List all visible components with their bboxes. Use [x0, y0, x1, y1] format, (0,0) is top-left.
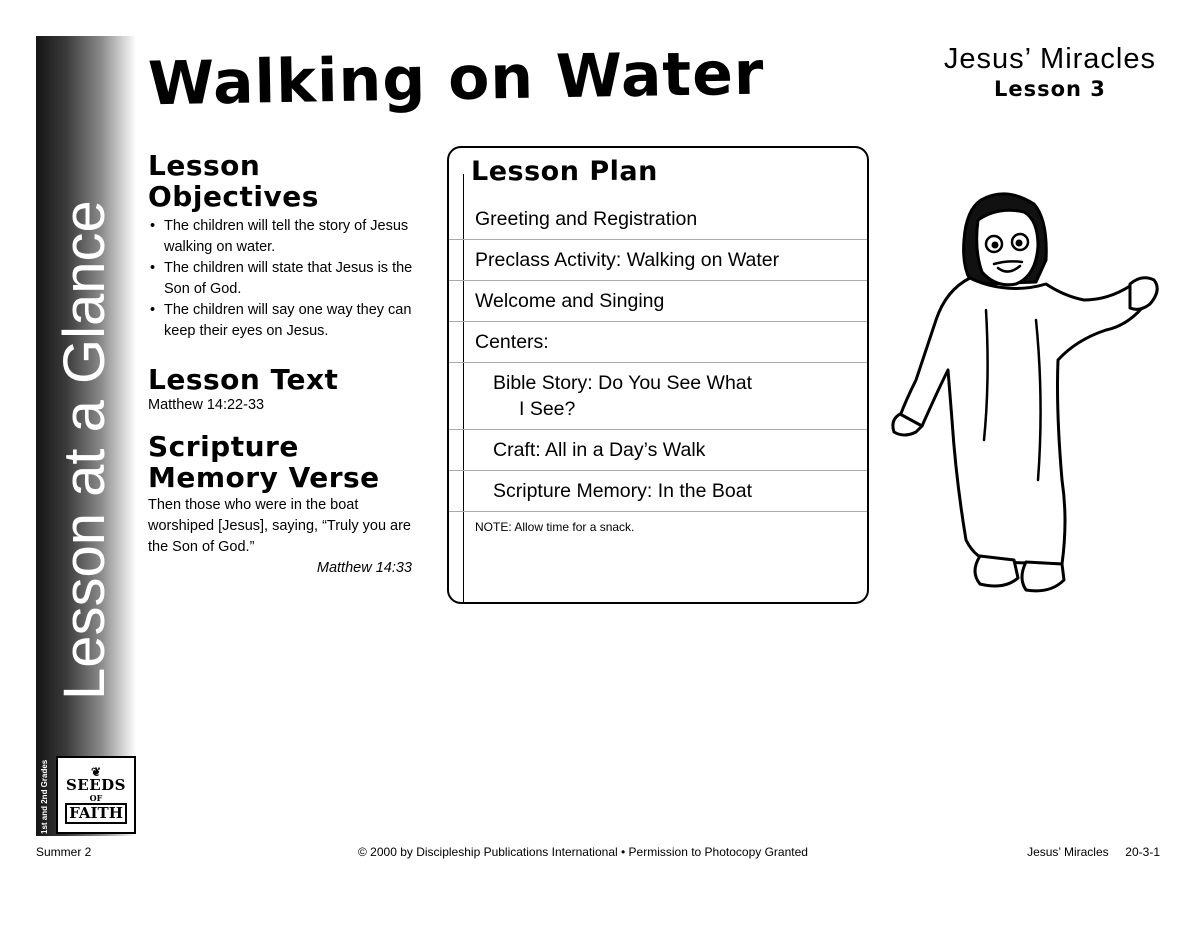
objectives-heading-line2: Objectives	[148, 180, 319, 213]
list-item: • The children will say one way they can keep their eyes on Jesus.	[148, 300, 428, 342]
jesus-illustration	[886, 180, 1166, 600]
list-item: • The children will state that Jesus is the Son of God.	[148, 258, 428, 300]
series-title: Jesus’ Miracles	[943, 43, 1156, 75]
plan-row-preclass: Preclass Activity: Walking on Water	[449, 239, 867, 280]
footer-copyright: © 2000 by Discipleship Publications International • Permission to Photocopy Granted	[358, 845, 808, 859]
lesson-plan-heading: Lesson Plan	[471, 156, 658, 187]
grade-label: 1st and 2nd Grades	[40, 759, 49, 834]
plan-row-welcome: Welcome and Singing	[449, 280, 867, 321]
logo-of-text: OF	[89, 793, 103, 803]
lesson-text-reference: Matthew 14:22-33	[148, 397, 265, 413]
objectives-list	[148, 216, 428, 342]
objectives-heading-line1: Lesson	[148, 149, 261, 182]
lesson-plan-box	[447, 146, 869, 604]
list-item: • The children will tell the story of Jesus walking on water.	[148, 216, 428, 258]
footer-right: Jesus’ Miracles 20-3-1	[1027, 845, 1160, 859]
side-title: Lesson at a Glance	[52, 200, 117, 700]
logo-seeds-text: SEEDS	[65, 776, 127, 794]
bible-story-line1: Bible Story: Do You See What	[493, 372, 753, 394]
lesson-number: Lesson 3	[993, 77, 1106, 101]
lesson-text-heading: Lesson Text	[148, 363, 339, 396]
plan-row-craft: Craft: All in a Day’s Walk	[449, 429, 867, 470]
plan-row-bible-story	[449, 362, 867, 429]
footer-left: Summer 2	[36, 845, 92, 859]
lesson-plan-rows	[449, 199, 867, 534]
plan-note: NOTE: Allow time for a snack.	[449, 511, 867, 534]
logo-faith-text: FAITH	[65, 803, 127, 824]
bible-story-line2: I See?	[519, 398, 576, 420]
plan-row-scripture-memory: Scripture Memory: In the Boat	[449, 470, 867, 511]
sprout-icon: ❦	[90, 765, 102, 779]
page-title: Walking on Water	[147, 38, 766, 120]
plan-row-centers: Centers:	[449, 321, 867, 362]
memory-verse-text: Then those who were in the boat worshiped [Jesus], saying, “Truly you are the Son of God.”	[148, 497, 411, 555]
objectives-heading	[148, 150, 428, 212]
memory-verse-heading	[148, 431, 428, 493]
plan-row-greeting: Greeting and Registration	[475, 208, 698, 230]
memory-verse-heading-line1: Scripture	[148, 430, 299, 463]
series-header	[944, 42, 1156, 102]
memory-verse-heading-line2: Memory Verse	[148, 461, 380, 494]
left-column	[148, 150, 428, 579]
memory-verse-reference: Matthew 14:33	[316, 560, 412, 576]
seeds-of-faith-logo	[56, 756, 136, 834]
